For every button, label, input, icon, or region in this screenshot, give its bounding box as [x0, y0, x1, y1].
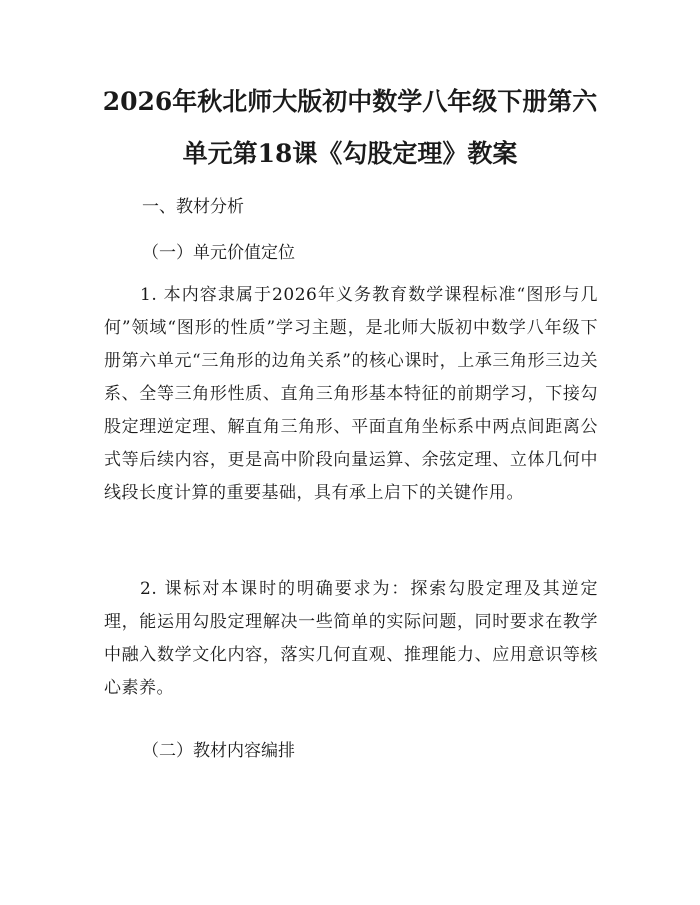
document-title-line-2: 单元第18课《勾股定理》教案 [182, 139, 518, 168]
paragraph-unit-positioning: 1. 本内容隶属于2026年义务教育数学课程标准“图形与几何”领域“图形的性质”学习主题，是北师大版初中数学八年级下册第六单元“三角形的边角关系”的核心课时，上承三角形三边关系、全等三角形性质、直角三角形基本特征的前期学习，下接勾股定理逆定理、解直角三角形、平面直角坐标系中两点间距离公式等后续内容，更是高中阶段向量运算、余弦定理、立体几何中线段长度计算的重要基础，具有承上启下的关键作用。 [104, 285, 598, 503]
paragraph-curriculum-requirements: 2. 课标对本课时的明确要求为：探索勾股定理及其逆定理，能运用勾股定理解决一些简单的实际问题，同时要求在教学中融入数学文化内容，落实几何直观、推理能力、应用意识等核心素养。 [104, 579, 598, 698]
subsection-heading-unit-value: （一）单元价值定位 [142, 243, 295, 263]
section-heading-textbook-analysis: 一、教材分析 [142, 197, 244, 217]
document-title-line-1: 2026年秋北师大版初中数学八年级下册第六 [102, 87, 598, 116]
subsection-heading-content-arrangement: （二）教材内容编排 [142, 741, 295, 761]
